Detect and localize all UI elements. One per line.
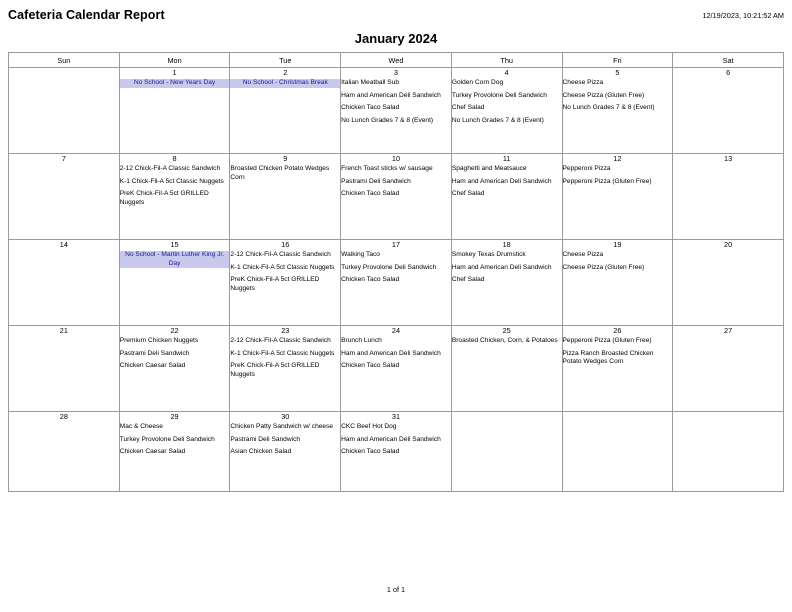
calendar-day-cell[interactable]: [230, 68, 341, 154]
event-menu-item[interactable]: Pepperoni Pizza (Gluten Free): [562, 337, 652, 344]
calendar-day-cell[interactable]: [9, 326, 120, 412]
report-timestamp: 12/19/2023, 10:21:52 AM: [702, 11, 784, 20]
calendar-day-cell[interactable]: [119, 154, 230, 240]
event-menu-item[interactable]: K-1 Chick-Fil-A 5ct Classic Nuggets: [230, 263, 335, 271]
day-events: [230, 423, 340, 457]
day-events: [341, 337, 451, 371]
day-number: 26: [613, 326, 622, 335]
calendar-day-cell[interactable]: [451, 240, 562, 326]
event-menu-item[interactable]: No Lunch Grades 7 & 8 (Event): [562, 104, 655, 112]
day-events: [120, 79, 230, 88]
day-events: [563, 337, 673, 367]
day-events: [120, 337, 230, 371]
event-menu-item[interactable]: Chicken Caesar Salad: [119, 362, 186, 370]
calendar-body: [9, 68, 784, 492]
weekday-header-sun: Sun: [9, 53, 120, 68]
day-number: 8: [172, 154, 177, 163]
day-number: 14: [59, 240, 68, 249]
page-title: Cafeteria Calendar Report: [8, 8, 165, 22]
event-no-school[interactable]: No School - New Years Day: [120, 79, 230, 88]
day-events: [120, 423, 230, 457]
day-number: 29: [170, 412, 179, 421]
event-menu-item[interactable]: No Lunch Grades 7 & 8 (Event): [341, 116, 434, 124]
event-menu-item[interactable]: Mac & Cheese: [119, 423, 163, 430]
event-menu-item[interactable]: Ham and American Deli Sandwich: [341, 349, 441, 357]
day-events: [120, 251, 230, 268]
event-menu-item[interactable]: Pastrami Deli Sandwich: [119, 349, 190, 357]
calendar-day-cell[interactable]: [230, 412, 341, 492]
event-menu-item[interactable]: Chicken Taco Salad: [341, 190, 400, 198]
calendar-day-cell[interactable]: [119, 68, 230, 154]
event-menu-item[interactable]: Broasted Chicken, Corn, & Potatoes: [451, 337, 558, 344]
event-menu-item[interactable]: Turkey Provolone Deli Sandwich: [119, 435, 215, 443]
day-events: [341, 423, 451, 457]
event-menu-item[interactable]: Asian Chicken Salad: [230, 448, 292, 456]
calendar-day-cell[interactable]: [562, 412, 673, 492]
calendar-day-cell[interactable]: [341, 154, 452, 240]
event-menu-item[interactable]: Pepperoni Pizza: [562, 165, 611, 172]
calendar-day-cell[interactable]: [673, 412, 784, 492]
day-events: [563, 251, 673, 272]
event-menu-item[interactable]: Ham and American Deli Sandwich: [451, 177, 552, 185]
event-menu-item[interactable]: Pastrami Deli Sandwich: [341, 177, 411, 185]
day-number: 25: [502, 326, 511, 335]
day-number: 7: [61, 154, 66, 163]
event-menu-item[interactable]: Premium Chicken Nuggets: [119, 337, 199, 344]
event-menu-item[interactable]: Smokey Texas Drumstick: [451, 251, 526, 258]
event-menu-item[interactable]: Chicken Taco Salad: [341, 448, 400, 456]
day-number: 17: [391, 240, 401, 249]
day-events: [563, 79, 673, 113]
calendar-day-cell[interactable]: [230, 154, 341, 240]
calendar-day-cell[interactable]: [230, 326, 341, 412]
event-menu-item[interactable]: Ham and American Deli Sandwich: [341, 91, 441, 99]
day-number: 15: [170, 240, 179, 249]
day-number: 20: [724, 240, 733, 249]
event-menu-item[interactable]: PreK Chick-Fil-A 5ct GRILLED Nuggets: [230, 276, 320, 292]
event-menu-item[interactable]: Golden Corn Dog: [451, 79, 504, 86]
event-menu-item[interactable]: Chef Salad: [451, 190, 485, 198]
calendar-day-cell[interactable]: [562, 68, 673, 154]
day-number: 28: [59, 412, 68, 421]
event-menu-item[interactable]: CKC Beef Hot Dog: [341, 423, 397, 430]
calendar-day-cell[interactable]: [9, 154, 120, 240]
event-menu-item[interactable]: 2-12 Chick-Fil-A Classic Sandwich: [119, 165, 221, 172]
day-events: [230, 337, 340, 379]
calendar-day-cell[interactable]: [451, 412, 562, 492]
day-number: [452, 412, 562, 422]
event-menu-item[interactable]: Broasted Chicken Potato Wedges Corn: [230, 165, 330, 181]
calendar-day-cell[interactable]: [341, 326, 452, 412]
event-menu-item[interactable]: No Lunch Grades 7 & 8 (Event): [451, 116, 544, 124]
weekday-header-fri: Fri: [562, 53, 673, 68]
event-menu-item[interactable]: Chef Salad: [451, 104, 485, 112]
day-events: [452, 251, 562, 285]
day-events: [341, 165, 451, 199]
weekday-header-mon: Mon: [119, 53, 230, 68]
day-number: 27: [724, 326, 733, 335]
event-menu-item[interactable]: Pizza Ranch Broasted Chicken Potato Wedges Corn: [562, 349, 654, 366]
calendar-week-row: [9, 68, 784, 154]
calendar-day-cell[interactable]: [451, 68, 562, 154]
event-menu-item[interactable]: PreK Chick-Fil-A 5ct GRILLED Nuggets: [119, 190, 209, 206]
day-events: [341, 79, 451, 125]
calendar-week-row: [9, 412, 784, 492]
event-menu-item[interactable]: K-1 Chick-Fil-A 5ct Classic Nuggets: [119, 177, 224, 185]
day-events: [230, 251, 340, 293]
calendar-day-cell[interactable]: [562, 240, 673, 326]
event-menu-item[interactable]: 2-12 Chick-Fil-A Classic Sandwich: [230, 251, 331, 258]
event-menu-item[interactable]: 2-12 Chick-Fil-A Classic Sandwich: [230, 337, 331, 344]
event-menu-item[interactable]: Cheese Pizza: [562, 251, 604, 258]
day-number: 6: [726, 68, 731, 77]
event-menu-item[interactable]: Cheese Pizza: [562, 79, 604, 86]
day-number: 16: [281, 240, 290, 249]
event-menu-item[interactable]: Chicken Taco Salad: [341, 276, 400, 284]
day-number: 4: [504, 68, 509, 77]
event-menu-item[interactable]: Brunch Lunch: [341, 337, 382, 344]
day-events: [452, 165, 562, 199]
page-footer: 1 of 1: [386, 585, 406, 594]
event-menu-item[interactable]: Chef Salad: [451, 276, 485, 284]
day-events: [452, 79, 562, 125]
event-menu-item[interactable]: Cheese Pizza (Gluten Free): [562, 263, 645, 271]
day-number: 1: [172, 68, 177, 77]
weekday-header-wed: Wed: [341, 53, 452, 68]
day-number: [9, 68, 119, 78]
event-menu-item[interactable]: Walking Taco: [341, 251, 380, 258]
day-number: 23: [281, 326, 290, 335]
calendar-day-cell[interactable]: [341, 240, 452, 326]
day-events: [230, 79, 340, 88]
calendar-table: [8, 52, 784, 492]
event-menu-item[interactable]: Turkey Provolone Deli Sandwich: [451, 91, 547, 99]
calendar-day-cell[interactable]: [230, 240, 341, 326]
calendar-day-cell[interactable]: [673, 154, 784, 240]
day-number: 11: [502, 154, 511, 163]
day-number: 22: [170, 326, 179, 335]
event-menu-item[interactable]: Chicken Caesar Salad: [119, 448, 186, 456]
calendar-week-row: [9, 326, 784, 412]
calendar-day-cell[interactable]: [9, 412, 120, 492]
event-no-school[interactable]: No School - Christmas Break: [230, 79, 340, 88]
event-menu-item[interactable]: Chicken Patty Sandwich w/ cheese: [230, 423, 334, 430]
calendar-day-cell[interactable]: [9, 68, 120, 154]
event-menu-item[interactable]: K-1 Chick-Fil-A 5ct Classic Nuggets: [230, 349, 335, 357]
day-number: 30: [281, 412, 290, 421]
event-menu-item[interactable]: French Toast sticks w/ sausage: [341, 165, 433, 172]
day-number: 31: [391, 412, 401, 421]
day-events: [341, 251, 451, 285]
day-events: [230, 165, 340, 182]
day-number: 19: [613, 240, 622, 249]
calendar-day-cell[interactable]: [562, 326, 673, 412]
day-number: 12: [613, 154, 622, 163]
day-number: [673, 412, 783, 422]
calendar-day-cell[interactable]: [341, 412, 452, 492]
day-number: [563, 412, 673, 422]
day-number: 10: [391, 154, 401, 163]
event-menu-item[interactable]: Italian Meatball Sub: [341, 79, 400, 86]
day-events: [563, 165, 673, 186]
event-menu-item[interactable]: Pastrami Deli Sandwich: [230, 435, 301, 443]
calendar-day-cell[interactable]: [119, 326, 230, 412]
calendar-week-row: [9, 154, 784, 240]
calendar-day-cell[interactable]: [341, 68, 452, 154]
day-number: 5: [615, 68, 620, 77]
event-menu-item[interactable]: Ham and American Deli Sandwich: [341, 435, 441, 443]
day-number: 2: [283, 68, 288, 77]
weekday-header-tue: Tue: [230, 53, 341, 68]
calendar-day-cell[interactable]: [673, 326, 784, 412]
weekday-header-thu: Thu: [451, 53, 562, 68]
calendar-day-cell[interactable]: [562, 154, 673, 240]
day-number: 24: [391, 326, 401, 335]
calendar-day-cell[interactable]: [451, 154, 562, 240]
weekday-header-row: [9, 53, 784, 68]
weekday-header-sat: Sat: [673, 53, 784, 68]
event-menu-item[interactable]: Chicken Taco Salad: [341, 104, 400, 112]
day-events: [120, 165, 230, 207]
event-menu-item[interactable]: Turkey Provolone Deli Sandwich: [341, 263, 437, 271]
day-number: 13: [724, 154, 733, 163]
calendar-day-cell[interactable]: [119, 240, 230, 326]
month-title: January 2024: [354, 31, 438, 46]
event-menu-item[interactable]: Spaghetti and Meatsauce: [451, 165, 527, 172]
calendar-day-cell[interactable]: [673, 68, 784, 154]
day-number: 9: [283, 154, 288, 163]
calendar-day-cell[interactable]: [119, 412, 230, 492]
calendar-day-cell[interactable]: [673, 240, 784, 326]
event-menu-item[interactable]: Cheese Pizza (Gluten Free): [562, 91, 645, 99]
event-menu-item[interactable]: Chicken Taco Salad: [341, 362, 400, 370]
calendar-week-row: [9, 240, 784, 326]
day-number: 3: [393, 68, 398, 77]
calendar-day-cell[interactable]: [9, 240, 120, 326]
day-events: [452, 337, 562, 346]
event-menu-item[interactable]: Ham and American Deli Sandwich: [451, 263, 552, 271]
event-menu-item[interactable]: PreK Chick-Fil-A 5ct GRILLED Nuggets: [230, 362, 320, 378]
day-number: 18: [502, 240, 511, 249]
event-menu-item[interactable]: Pepperoni Pizza (Gluten Free): [562, 177, 652, 185]
calendar-day-cell[interactable]: [451, 326, 562, 412]
day-number: 21: [59, 326, 68, 335]
event-no-school[interactable]: No School - Martin Luther King Jr. Day: [120, 251, 230, 268]
